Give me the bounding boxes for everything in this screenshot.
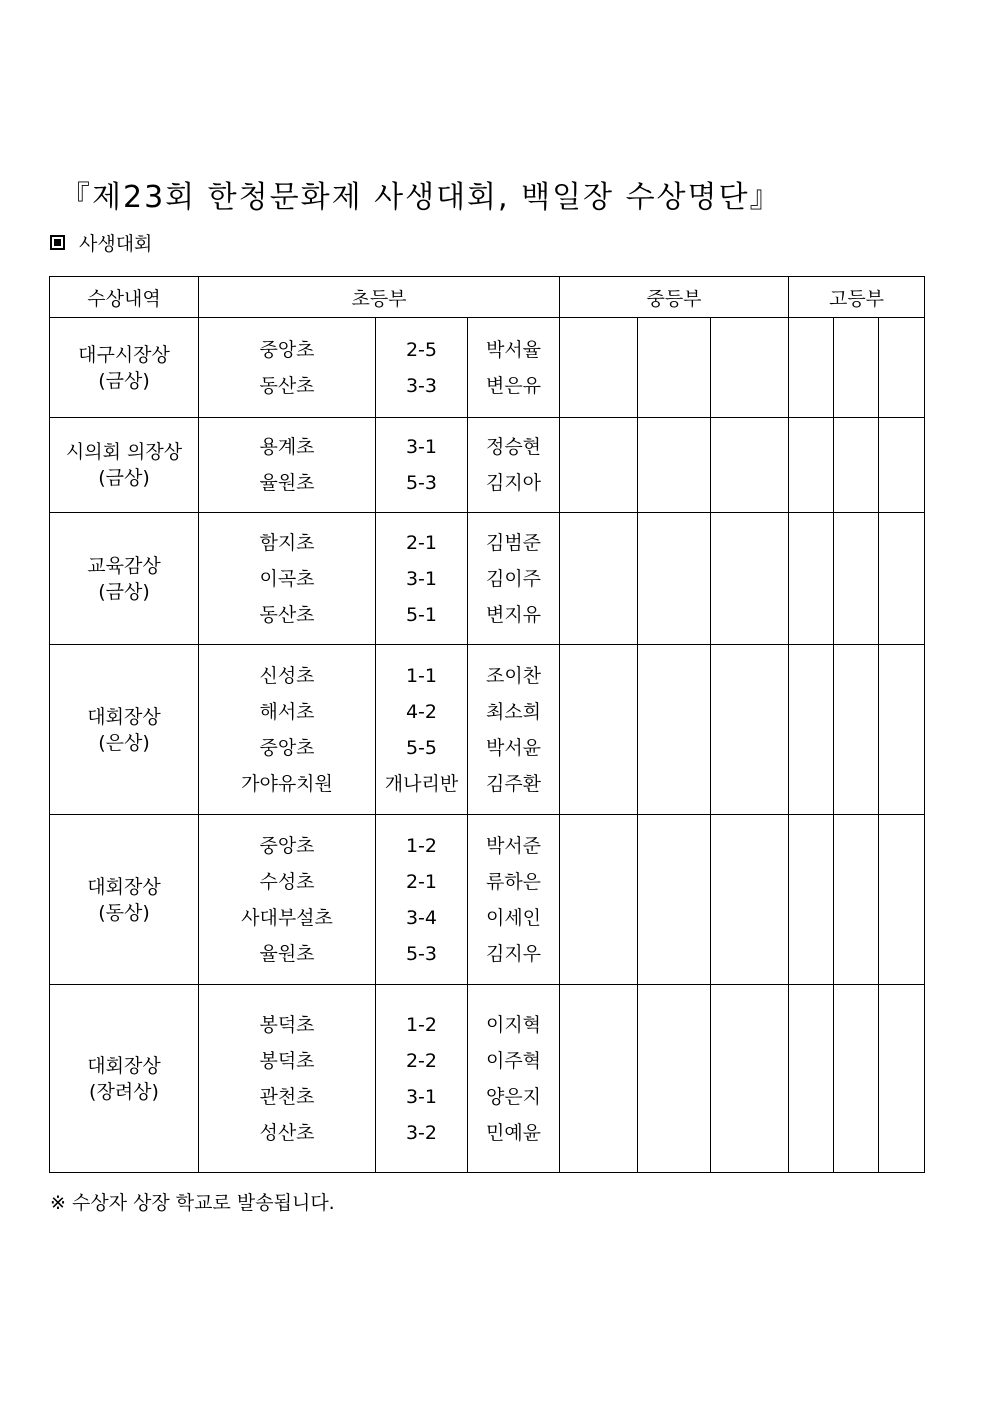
class-cell [376, 513, 468, 645]
class-name: 4-2 [405, 700, 438, 723]
student-cell [468, 645, 560, 815]
class-cell [376, 645, 468, 815]
award-category-cell [50, 318, 199, 418]
middle-school-empty-cell [711, 513, 789, 645]
award-row [50, 418, 925, 513]
school-name: 봉덕초 [259, 1049, 315, 1072]
student-name: 김주환 [485, 772, 542, 795]
school-name: 성산초 [259, 1121, 315, 1144]
school-name: 함지초 [259, 531, 315, 554]
student-name: 김지우 [485, 942, 542, 965]
class-name: 1-1 [405, 664, 438, 687]
student-name: 이세인 [485, 906, 542, 929]
header-row [50, 277, 925, 318]
high-school-empty-cell [789, 513, 834, 645]
school-name: 율원초 [259, 942, 315, 965]
student-cell [468, 985, 560, 1173]
middle-school-empty-cell [638, 318, 711, 418]
middle-school-empty-cell [711, 985, 789, 1173]
middle-school-empty-cell [711, 815, 789, 985]
award-row [50, 513, 925, 645]
school-name: 봉덕초 [259, 1013, 315, 1036]
award-row [50, 645, 925, 815]
school-name: 이곡초 [259, 567, 315, 590]
class-name: 5-5 [405, 736, 438, 759]
middle-school-empty-cell [638, 645, 711, 815]
school-cell [199, 645, 376, 815]
high-school-empty-cell [789, 645, 834, 815]
class-name: 3-4 [405, 906, 438, 929]
middle-school-empty-cell [638, 985, 711, 1173]
student-name: 변지유 [485, 603, 542, 626]
high-school-empty-cell [879, 985, 925, 1173]
student-name: 김범준 [485, 531, 542, 554]
class-name: 개나리반 [384, 772, 459, 795]
school-name: 수성초 [259, 870, 315, 893]
square-bullet-icon [50, 235, 65, 250]
section-heading [50, 229, 152, 256]
award-name: 대회장상 [87, 705, 161, 728]
school-cell [199, 815, 376, 985]
document-title: 『제23회 한청문화제 사생대회, 백일장 수상명단』 [60, 180, 782, 215]
middle-school-empty-cell [560, 318, 638, 418]
student-name: 박서윤 [485, 736, 542, 759]
high-school-empty-cell [879, 815, 925, 985]
award-name: 대구시장상 [78, 343, 170, 366]
class-cell [376, 418, 468, 513]
school-name: 중앙초 [259, 338, 315, 361]
student-name: 김이주 [485, 567, 542, 590]
middle-school-empty-cell [638, 815, 711, 985]
class-cell [376, 985, 468, 1173]
middle-school-empty-cell [560, 815, 638, 985]
class-name: 3-3 [405, 374, 438, 397]
school-name: 용계초 [259, 436, 315, 458]
award-category-cell [50, 418, 199, 513]
class-name: 5-3 [405, 942, 438, 965]
award-name: 대회장상 [87, 875, 161, 898]
class-name: 5-3 [405, 472, 438, 494]
middle-school-empty-cell [560, 418, 638, 513]
high-school-empty-cell [834, 513, 879, 645]
award-grade: (장려상) [89, 1080, 159, 1103]
school-cell [199, 513, 376, 645]
middle-school-empty-cell [711, 645, 789, 815]
school-cell [199, 418, 376, 513]
award-grade: (은상) [98, 731, 150, 754]
award-grade: (동상) [98, 901, 150, 924]
class-name: 3-2 [405, 1121, 438, 1144]
award-category-cell [50, 645, 199, 815]
class-cell [376, 318, 468, 418]
class-name: 2-2 [405, 1049, 438, 1072]
award-grade: (금상) [98, 467, 150, 489]
high-school-empty-cell [834, 645, 879, 815]
school-cell [199, 985, 376, 1173]
section-label: 사생대회 [79, 233, 153, 255]
student-name: 민예윤 [485, 1121, 542, 1144]
student-cell [468, 815, 560, 985]
header-middle: 중등부 [560, 277, 789, 318]
class-cell [376, 815, 468, 985]
header-elementary: 초등부 [199, 277, 560, 318]
high-school-empty-cell [789, 418, 834, 513]
award-row [50, 318, 925, 418]
class-name: 2-1 [405, 531, 438, 554]
high-school-empty-cell [834, 985, 879, 1173]
student-cell [468, 318, 560, 418]
award-category-cell [50, 513, 199, 645]
award-row [50, 985, 925, 1173]
student-name: 류하은 [485, 870, 542, 893]
school-name: 가야유치원 [241, 772, 333, 795]
student-name: 최소희 [485, 700, 542, 723]
student-cell [468, 418, 560, 513]
class-name: 1-2 [405, 834, 438, 857]
footnote: ※ 수상자 상장 학교로 발송됩니다. [50, 1192, 335, 1214]
student-name: 조이찬 [485, 664, 542, 687]
class-name: 2-5 [405, 338, 438, 361]
header-award: 수상내역 [50, 277, 199, 318]
class-name: 2-1 [405, 870, 438, 893]
high-school-empty-cell [879, 645, 925, 815]
high-school-empty-cell [879, 513, 925, 645]
student-name: 양은지 [485, 1085, 542, 1108]
school-name: 동산초 [259, 603, 315, 626]
award-grade: (금상) [98, 369, 150, 392]
award-grade: (금상) [98, 580, 150, 603]
school-name: 동산초 [259, 374, 315, 397]
school-name: 율원초 [259, 472, 315, 494]
class-name: 3-1 [405, 436, 438, 458]
high-school-empty-cell [789, 318, 834, 418]
award-table [49, 276, 925, 1173]
class-name: 1-2 [405, 1013, 438, 1036]
class-name: 3-1 [405, 567, 438, 590]
high-school-empty-cell [789, 815, 834, 985]
school-name: 해서초 [259, 700, 315, 723]
student-cell [468, 513, 560, 645]
high-school-empty-cell [789, 985, 834, 1173]
middle-school-empty-cell [638, 418, 711, 513]
high-school-empty-cell [879, 318, 925, 418]
high-school-empty-cell [834, 318, 879, 418]
award-category-cell [50, 815, 199, 985]
student-name: 박서준 [485, 834, 542, 857]
award-row [50, 815, 925, 985]
student-name: 김지아 [485, 472, 542, 494]
high-school-empty-cell [879, 418, 925, 513]
award-name: 시의회 의장상 [65, 441, 183, 463]
middle-school-empty-cell [560, 645, 638, 815]
high-school-empty-cell [834, 815, 879, 985]
middle-school-empty-cell [638, 513, 711, 645]
middle-school-empty-cell [560, 513, 638, 645]
student-name: 정승현 [485, 436, 542, 458]
student-name: 이지혁 [485, 1013, 542, 1036]
class-name: 5-1 [405, 603, 438, 626]
school-name: 신성초 [259, 664, 315, 687]
award-name: 교육감상 [87, 554, 161, 577]
award-name: 대회장상 [87, 1054, 161, 1077]
school-name: 관천초 [259, 1085, 315, 1108]
school-cell [199, 318, 376, 418]
student-name: 박서율 [485, 338, 542, 361]
class-name: 3-1 [405, 1085, 438, 1108]
high-school-empty-cell [834, 418, 879, 513]
header-high: 고등부 [789, 277, 925, 318]
middle-school-empty-cell [711, 418, 789, 513]
school-name: 사대부설초 [241, 906, 333, 929]
school-name: 중앙초 [259, 834, 315, 857]
student-name: 이주혁 [485, 1049, 542, 1072]
award-table-body [50, 318, 925, 1173]
school-name: 중앙초 [259, 736, 315, 759]
middle-school-empty-cell [711, 318, 789, 418]
middle-school-empty-cell [560, 985, 638, 1173]
award-category-cell [50, 985, 199, 1173]
student-name: 변은유 [485, 374, 542, 397]
